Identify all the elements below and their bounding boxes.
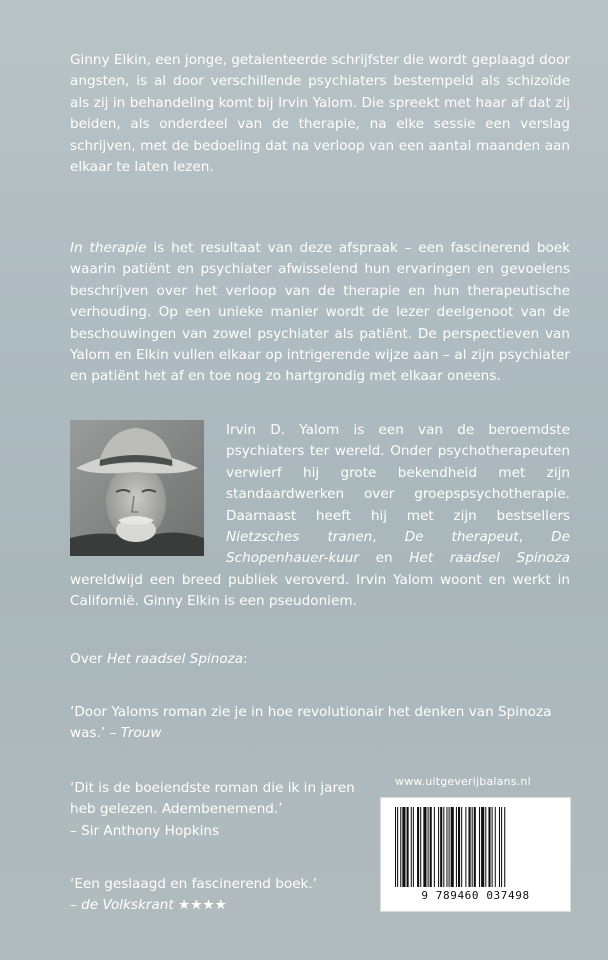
- barcode-bar: [411, 807, 412, 887]
- blurb-paragraph-2: [70, 238, 570, 388]
- separator: en: [359, 550, 410, 567]
- barcode-bar: [402, 807, 405, 887]
- quote-source-prefix: –: [70, 897, 82, 914]
- barcode-bar: [395, 807, 396, 887]
- barcode-bar: [488, 807, 490, 887]
- barcode-bar: [465, 807, 466, 887]
- barcode-bars: [393, 807, 558, 887]
- review-quote-hopkins: [70, 778, 360, 842]
- blurb-paragraph-1: Ginny Elkin, een jonge, getalenteerde schrijfster die wordt geplaagd door angsten, is al door verschillende psychiaters bestempeld als schizoïde als zij in behandeling komt bij Irvin Yalom. Die spreekt met haar af dat zij beiden, als onderdeel van de therapie, na elke sessie een verslag schrijven, met de bedoeling dat na verloop van een aantal maanden aan elkaar te laten lezen.: [70, 52, 570, 176]
- publisher-website: www.uitgeverijbalans.nl: [395, 775, 531, 788]
- quote-text: ‘Door Yaloms roman zie je in hoe revolutionair het denken van Spinoza was.’ –: [70, 704, 552, 742]
- barcode-bar: [469, 807, 471, 887]
- isbn-barcode: [380, 797, 571, 912]
- barcode-bar: [501, 807, 502, 887]
- barcode-bar: [430, 807, 432, 887]
- isbn-number: 9 789460 037498: [421, 889, 530, 902]
- barcode-bar: [504, 807, 505, 887]
- quote-text: ‘Dit is de boeiendste roman die ik in jaren heb gelezen. Adembenemend.’: [70, 780, 355, 818]
- quote-source: de Volkskrant: [81, 897, 174, 914]
- barcode-bar: [443, 807, 444, 887]
- barcode-bar: [451, 807, 454, 887]
- blurb-paragraph-2-text: is het resultaat van deze afspraak – een fascinerend boek waarin patiënt en psychiater afwisselend hun ervaringen en gevoelens beschrijven over het verloop van de therapie en hun therapeutische verhouding. Op een unieke manier wordt de lezer deelgenoot van de beschouwingen van zowel psychiater als patiënt. De perspectieven van Yalom en Elkin vullen elkaar op intrigerende wijze aan – al zijn psychiater en patiënt het af en toe nog zo hartgrondig met elkaar oneens.: [70, 240, 571, 385]
- barcode-bar: [495, 807, 496, 887]
- quote-source: – Sir Anthony Hopkins: [70, 822, 220, 839]
- barcode-bar: [479, 807, 480, 887]
- barcode-bar: [423, 807, 426, 887]
- barcode-bar: [481, 807, 484, 887]
- barcode-bar: [407, 807, 409, 887]
- barcode-bar: [446, 807, 447, 887]
- barcode-bar: [474, 807, 476, 887]
- quotes-heading-prefix: Over: [70, 651, 108, 667]
- book-title-schopenhauer-kuur: De Schopenhauer-kuur: [226, 529, 570, 567]
- barcode-bar: [472, 807, 473, 887]
- book-title-in-therapie: In therapie: [70, 240, 147, 256]
- quote-text: ‘Een geslaagd en fascinerend boek.’: [70, 876, 318, 892]
- barcode-bar: [492, 807, 493, 887]
- book-title-raadsel-spinoza: Het raadsel Spinoza: [409, 550, 571, 567]
- book-title-de-therapeut: De therapeut: [404, 529, 519, 546]
- barcode-bar: [417, 807, 419, 887]
- barcode-bar: [449, 807, 450, 887]
- barcode-bar: [434, 807, 435, 887]
- barcode-bar: [458, 807, 460, 887]
- barcode-bar: [428, 807, 429, 887]
- author-bio: [70, 420, 570, 613]
- author-bio-text-1: Irvin D. Yalom is een van de beroemdste psychiaters ter wereld. Onder psychotherapeuten verwierf hij grote bekendheid met zijn standaardwerken over groepspsychotherapie. Daarnaast heeft hij met zijn bestsellers: [226, 422, 570, 524]
- barcode-bar: [499, 807, 500, 887]
- author-photo: [70, 420, 204, 556]
- separator: ,: [372, 529, 405, 546]
- quote-source: Trouw: [120, 725, 162, 742]
- separator: ,: [518, 529, 552, 546]
- barcode-bar: [397, 807, 398, 887]
- barcode-bar: [420, 807, 421, 887]
- quotes-heading-title: Het raadsel Spinoza: [107, 651, 244, 667]
- barcode-bar: [413, 807, 414, 887]
- barcode-bar: [456, 807, 457, 887]
- barcode-bar: [461, 807, 462, 887]
- book-title-nietzsches-tranen: Nietzsches tranen: [226, 529, 373, 546]
- barcode-bar: [485, 807, 486, 887]
- barcode-bar: [400, 807, 401, 887]
- review-quote-trouw: [70, 702, 570, 745]
- quotes-heading: [70, 649, 248, 670]
- rating-stars: ★★★★: [173, 897, 227, 914]
- barcode-bar: [440, 807, 442, 887]
- review-quote-volkskrant: [70, 874, 390, 917]
- author-portrait-image: [70, 420, 204, 556]
- barcode-bar: [438, 807, 439, 887]
- author-bio-text-2: wereldwijd een breed publiek veroverd. Irvin Yalom woont en werkt in Californië. Ginny Elkin is een pseudoniem.: [70, 571, 570, 610]
- quotes-heading-suffix: :: [243, 651, 248, 667]
